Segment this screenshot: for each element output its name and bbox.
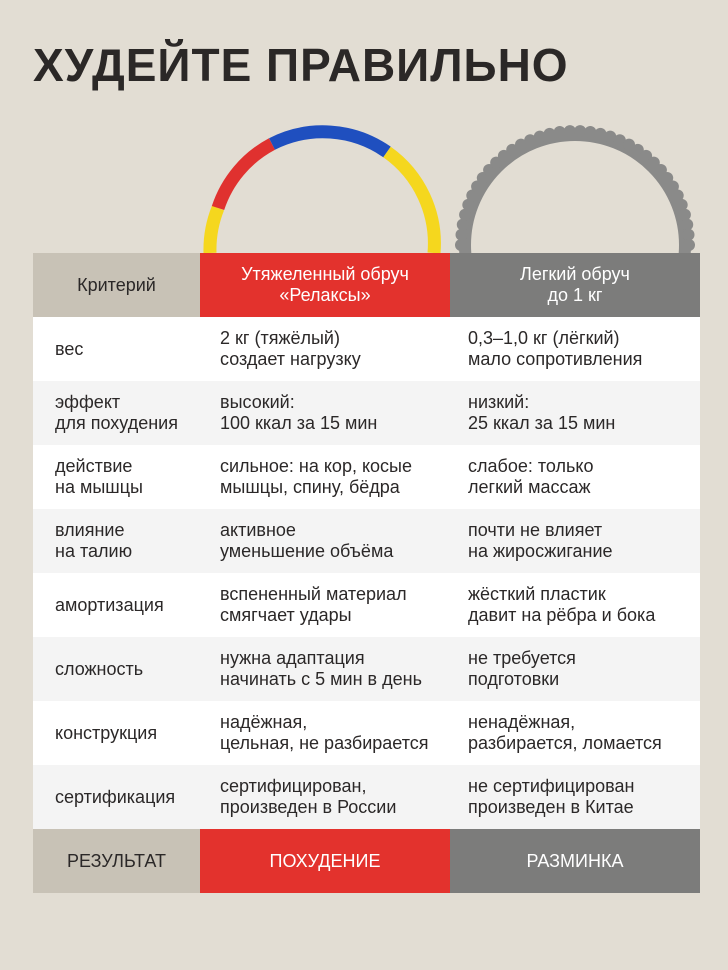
massage-bump <box>554 126 566 138</box>
segmented-hoop-icon <box>210 132 434 253</box>
table-row <box>33 381 700 445</box>
massage-bump <box>683 239 695 251</box>
row-light-value: почти не влияет на жиросжигание <box>468 520 613 561</box>
massage-bump <box>455 239 467 251</box>
massage-bump <box>584 126 596 138</box>
result-light: РАЗМИНКА <box>450 829 700 893</box>
row-criterion: конструкция <box>55 722 158 743</box>
row-light-value: не требуется подготовки <box>468 648 576 689</box>
header-weighted-label: Утяжеленный обруч «Релаксы» <box>241 264 409 305</box>
row-light-value: низкий: 25 ккал за 15 мин <box>468 392 616 433</box>
massage-bump <box>574 125 586 137</box>
row-weighted-value: активное уменьшение объёма <box>220 520 394 561</box>
table-row <box>33 765 700 829</box>
row-light-value: жёсткий пластик давит на рёбра и бока <box>468 584 656 625</box>
row-criterion: действие на мышцы <box>55 456 143 497</box>
page-title: ХУДЕЙТЕ ПРАВИЛЬНО <box>33 39 569 91</box>
row-light-value: не сертифицирован произведен в Китае <box>468 776 635 817</box>
hoops-illustration <box>0 0 728 260</box>
massage-bump <box>681 219 693 231</box>
header-weighted-hoop <box>200 253 450 317</box>
row-criterion: влияние на талию <box>55 520 133 561</box>
row-weighted-value: надёжная, цельная, не разбирается <box>220 712 429 753</box>
row-weighted-value: высокий: 100 ккал за 15 мин <box>220 392 378 433</box>
massage-bump <box>456 229 468 241</box>
row-light-value: 0,3–1,0 кг (лёгкий) мало сопротивления <box>468 328 643 369</box>
row-criterion: амортизация <box>55 594 164 615</box>
row-weighted-value: сильное: на кор, косые мышцы, спину, бёдра <box>220 456 412 497</box>
row-criterion: сертификация <box>55 786 176 807</box>
massage-bump <box>544 128 556 140</box>
row-weighted-value: вспененный материал смягчает удары <box>220 584 407 625</box>
table-row <box>33 317 700 381</box>
header-light-hoop <box>450 253 700 317</box>
header-light-label: Легкий обруч до 1 кг <box>520 264 630 305</box>
result-row <box>33 829 700 893</box>
row-criterion: вес <box>55 338 84 359</box>
result-weighted: ПОХУДЕНИЕ <box>200 829 450 893</box>
row-weighted-value: нужна адаптация начинать с 5 мин в день <box>220 648 422 689</box>
massage-bump <box>683 229 695 241</box>
massage-bump <box>457 219 469 231</box>
massage-bump <box>679 209 691 221</box>
row-light-value: ненадёжная, разбирается, ломается <box>468 712 662 753</box>
row-weighted-value: 2 кг (тяжёлый) создает нагрузку <box>220 328 361 369</box>
row-light-value: слабое: только легкий массаж <box>468 456 594 497</box>
table-row <box>33 509 700 573</box>
table-row <box>33 573 700 637</box>
row-weighted-value: сертифицирован, произведен в России <box>220 776 397 817</box>
table-row <box>33 445 700 509</box>
row-criterion: эффект для похудения <box>55 392 178 433</box>
table-row <box>33 701 700 765</box>
result-label: РЕЗУЛЬТАТ <box>33 829 200 893</box>
massage-hoop-icon <box>455 125 695 260</box>
table-header-row <box>33 253 700 317</box>
row-criterion: сложность <box>55 658 144 679</box>
comparison-table <box>33 253 700 893</box>
table-row <box>33 637 700 701</box>
header-criterion-label: Критерий <box>77 274 156 295</box>
header-criterion <box>33 253 200 317</box>
